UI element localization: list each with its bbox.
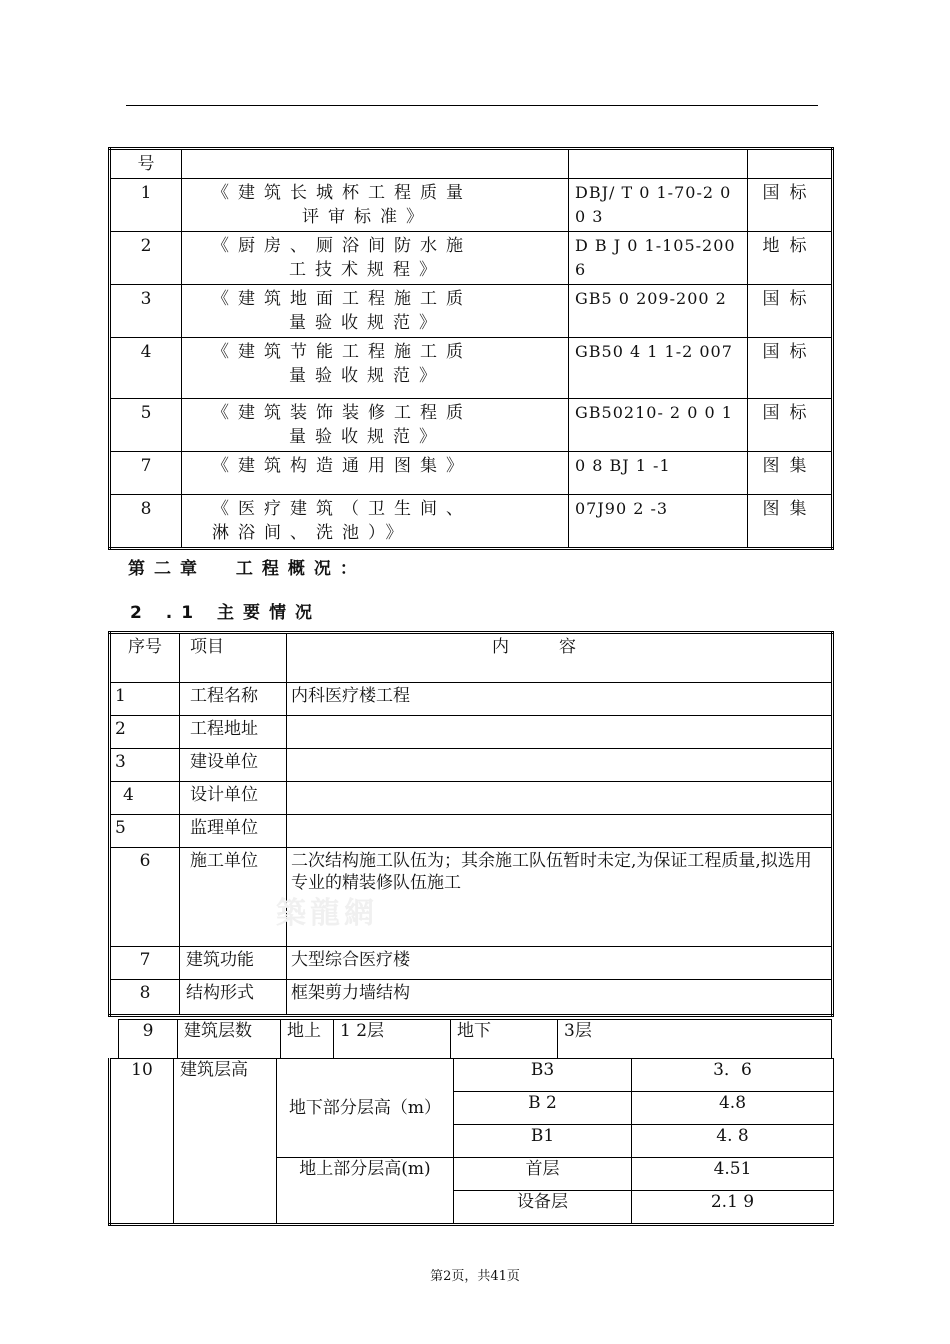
floor-height: 4. 8 [632, 1125, 834, 1158]
row-item: 建筑功能 [180, 947, 287, 980]
standard-code: 0 8 BJ 1 -1 [569, 452, 748, 495]
row-no: 3 [110, 749, 180, 782]
row-item: 建筑层数 [178, 1020, 281, 1059]
floor-height: 4.51 [632, 1158, 834, 1191]
row-content: 二次结构施工队伍为；其余施工队伍暂时未定,为保证工程质量,拟选用专业的精装修队伍施工 [287, 848, 833, 947]
row-no: 8 [110, 980, 180, 1016]
standard-type: 地标 [748, 232, 833, 285]
row-item: 结构形式 [180, 980, 287, 1016]
standard-type: 国标 [748, 179, 833, 232]
standard-name: 《厨房、厕浴间防水施 工技术规程》 [182, 232, 569, 285]
row-no: 4 [110, 782, 180, 815]
standard-code: DBJ/ T 0 1-70-2 00 3 [569, 179, 748, 232]
standard-name: 《建筑长城杯工程质量 评审标准》 [182, 179, 569, 232]
below-ground-label: 地下 [451, 1020, 558, 1059]
standard-no: 5 [110, 399, 182, 452]
col-header-content: 内容 [287, 633, 833, 683]
standard-type: 图集 [748, 495, 833, 549]
standard-no: 2 [110, 232, 182, 285]
standard-code: D B J 0 1-105-2006 [569, 232, 748, 285]
standard-code: GB50 4 1 1-2 007 [569, 338, 748, 399]
chapter-heading: 第二章 工程概况： [128, 559, 366, 579]
floor-height: 2.1 9 [632, 1191, 834, 1225]
table-row [110, 782, 833, 815]
row-content [287, 749, 833, 782]
row-item: 设计单位 [180, 782, 287, 815]
row-no: 2 [110, 716, 180, 749]
col-header-no: 序号 [110, 633, 180, 683]
floor-label: B1 [454, 1125, 632, 1158]
row-item: 施工单位 [180, 848, 287, 947]
standard-no: 4 [110, 338, 182, 399]
table-row [110, 495, 833, 549]
floor-label: 设备层 [454, 1191, 632, 1225]
standard-name: 《建筑构造通用图集》 [182, 452, 569, 495]
floor-height-table [108, 1058, 834, 1226]
floor-label: B3 [454, 1059, 632, 1092]
page-footer: 第2页，共41页 [430, 1269, 520, 1284]
table-row [110, 848, 833, 947]
table-row [110, 452, 833, 495]
header-rule [126, 105, 818, 106]
table-row [110, 947, 833, 980]
watermark: 築龍網 [276, 896, 378, 931]
row-no: 6 [110, 848, 180, 947]
standard-type: 国标 [748, 285, 833, 338]
row-no: 5 [110, 815, 180, 848]
table-row [110, 683, 833, 716]
floor-label: 首层 [454, 1158, 632, 1191]
standard-code: GB5 0 209-200 2 [569, 285, 748, 338]
standard-no: 1 [110, 179, 182, 232]
standard-name: 《建筑装饰装修工程质 量验收规范》 [182, 399, 569, 452]
standard-name: 《医疗建筑（卫生间、 淋浴间、洗池）》 [182, 495, 569, 549]
above-ground-height-group: 地上部分层高(m) [277, 1158, 454, 1225]
row-item: 建筑层高 [174, 1059, 277, 1225]
above-ground-label: 地上 [281, 1020, 334, 1059]
row-no: 1 [110, 683, 180, 716]
standard-type: 图集 [748, 452, 833, 495]
standard-no: 8 [110, 495, 182, 549]
row-no: 9 [119, 1020, 178, 1059]
row-no: 10 [110, 1059, 174, 1225]
standard-type: 国标 [748, 338, 833, 399]
row-content [287, 716, 833, 749]
row-item: 监理单位 [180, 815, 287, 848]
floor-count-row [118, 1019, 832, 1059]
floor-label: B 2 [454, 1092, 632, 1125]
row-item: 工程名称 [180, 683, 287, 716]
table-row [110, 399, 833, 452]
below-ground-value: 3层 [558, 1020, 832, 1059]
table-row [110, 149, 833, 179]
standard-name: 《建筑地面工程施工质 量验收规范》 [182, 285, 569, 338]
standard-code: 07J90 2 -3 [569, 495, 748, 549]
standard-no: 3 [110, 285, 182, 338]
table-row [110, 716, 833, 749]
row-no: 7 [110, 947, 180, 980]
floor-height: 4.8 [632, 1092, 834, 1125]
section-heading: 2 .1 主要情况 [130, 603, 321, 623]
row-content [287, 815, 833, 848]
row-item: 建设单位 [180, 749, 287, 782]
row-content [287, 782, 833, 815]
standard-no: 7 [110, 452, 182, 495]
standard-name: 《建筑节能工程施工质 量验收规范》 [182, 338, 569, 399]
table-row [110, 179, 833, 232]
table-row [110, 980, 833, 1016]
floor-height: 3．6 [632, 1059, 834, 1092]
table-row [110, 338, 833, 399]
table-header-row [110, 633, 833, 683]
standard-code: GB50210- 2 0 0 1 [569, 399, 748, 452]
row-content: 框架剪力墙结构 [287, 980, 833, 1016]
project-info-table [108, 631, 834, 1017]
below-ground-height-group: 地下部分层高（m） [277, 1059, 454, 1158]
table-row [110, 815, 833, 848]
row-content: 大型综合医疗楼 [287, 947, 833, 980]
standard-type: 国标 [748, 399, 833, 452]
table-row [110, 749, 833, 782]
row-content: 内科医疗楼工程 [287, 683, 833, 716]
row-item: 工程地址 [180, 716, 287, 749]
header-fragment: 号 [110, 149, 182, 179]
standards-table [108, 147, 834, 550]
above-ground-value: 1 2层 [334, 1020, 451, 1059]
col-header-item: 项目 [180, 633, 287, 683]
table-row [110, 232, 833, 285]
table-row [110, 285, 833, 338]
